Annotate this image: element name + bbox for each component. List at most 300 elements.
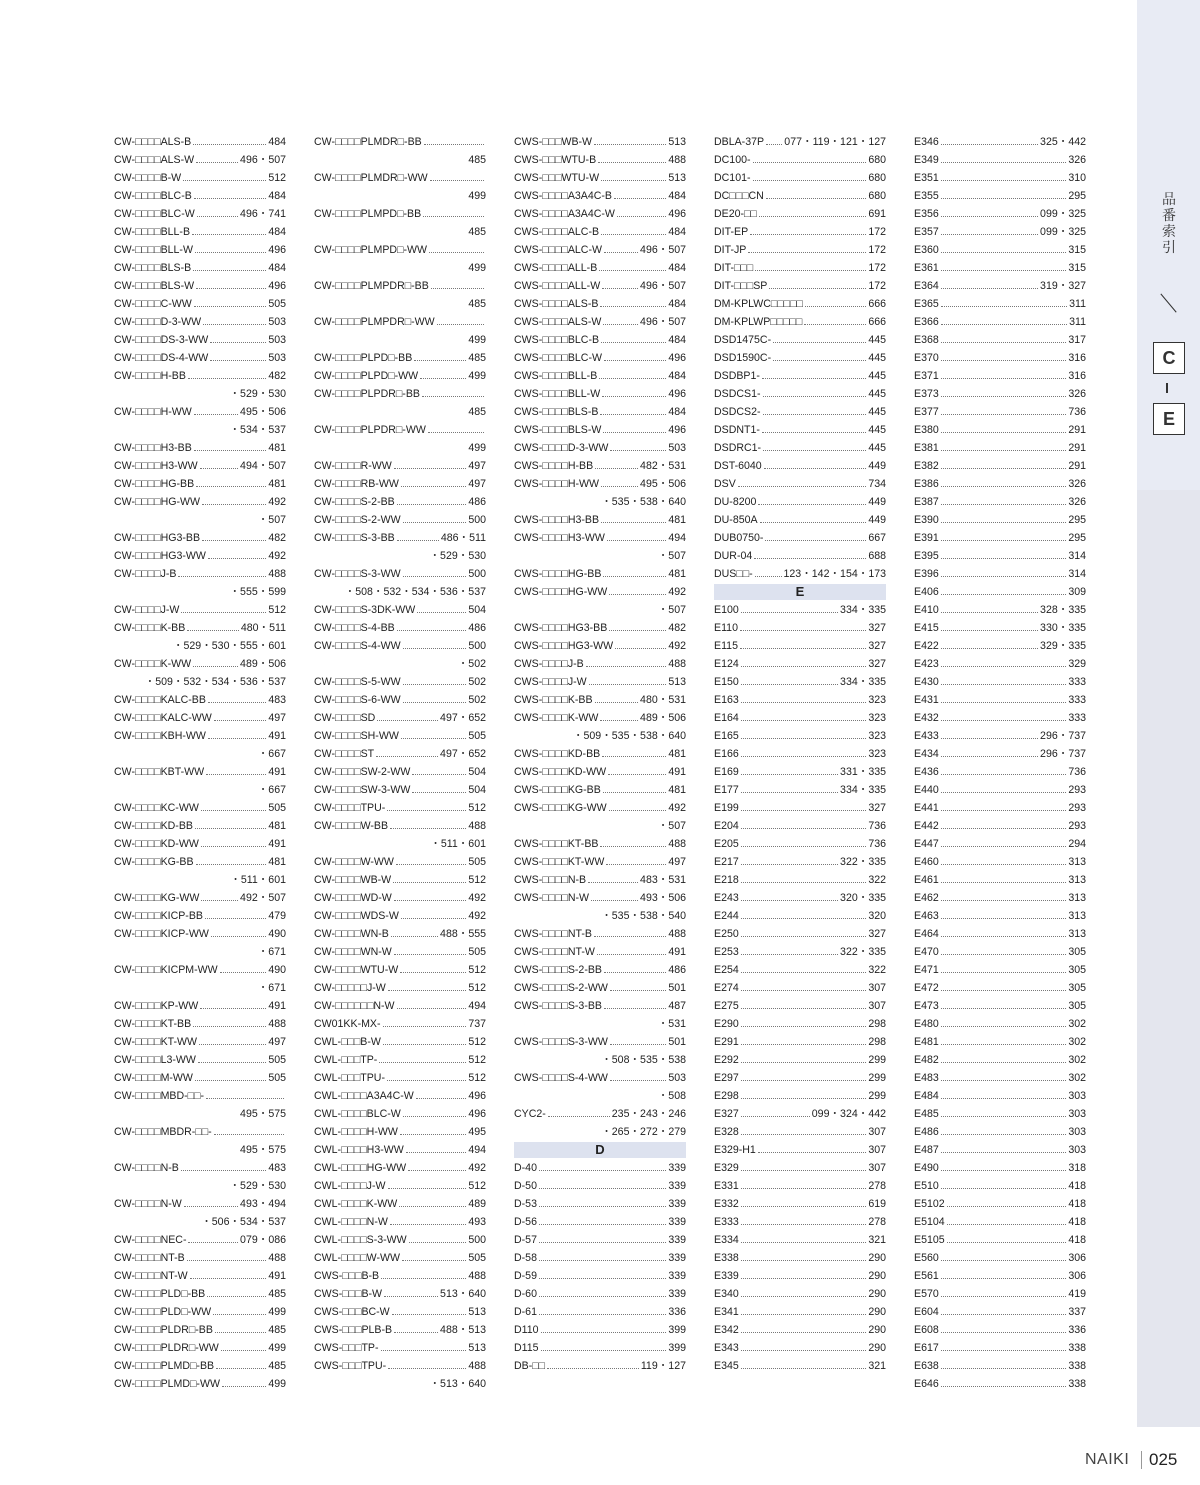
page-refs: 315 [1068,262,1086,274]
index-entry [314,313,486,331]
dot-leader [941,144,1038,145]
dot-leader [759,216,866,217]
part-number: CW-□□□□WTU-W [314,964,399,976]
index-continuation [114,1177,286,1195]
part-number: E433 [914,730,939,742]
index-entry [514,529,686,547]
dot-leader [193,144,266,145]
page-refs: ・529・530 [429,550,486,562]
index-entry [514,1213,686,1231]
index-entry [714,817,886,835]
page-refs: ・513・640 [429,1378,486,1390]
index-entry [114,439,286,457]
dot-leader [941,1134,1067,1135]
part-number: E381 [914,442,939,454]
part-number: CW-□□□□KBT-WW [114,766,205,778]
dot-leader [763,450,866,451]
dot-leader [741,1368,867,1369]
part-number: CW-□□□□PLD□-WW [114,1306,212,1318]
index-entry [714,997,886,1015]
part-number: CW-□□□□KICP-BB [114,910,203,922]
dot-leader [394,1332,438,1333]
dot-leader [547,1368,639,1369]
part-number: CWL-□□□□J-W [314,1180,386,1192]
index-entry [914,259,1086,277]
page-refs: 315 [1068,244,1086,256]
index-continuation [314,439,486,457]
page-refs: 303 [1068,1144,1086,1156]
part-number: E461 [914,874,939,886]
dot-leader [741,990,867,991]
page-refs: 485 [268,1360,286,1372]
part-number: E163 [714,694,739,706]
page-refs: 513・640 [440,1288,486,1300]
page-refs: 399 [668,1342,686,1354]
part-number: CW-□□□□PLMD□-WW [114,1378,220,1390]
index-entry [114,277,286,295]
dot-leader [941,1260,1067,1261]
page-refs: 336 [1068,1324,1086,1336]
index-entry [514,187,686,205]
page-refs: 512 [468,1054,486,1066]
dot-leader [594,144,666,145]
page-refs: 737 [468,1018,486,1030]
part-number: CWS-□□□□NT-B [514,928,592,940]
index-entry [314,169,486,187]
part-number: CW-□□□□KALC-WW [114,712,212,724]
dot-leader [941,324,1067,325]
part-number: DUR-04 [714,550,753,562]
part-number: CW-□□□□HG3-BB [114,532,201,544]
index-continuation [514,1087,686,1105]
part-number: CW-□□□□W-BB [314,820,389,832]
dot-leader [222,1386,266,1387]
page-refs: 734 [868,478,886,490]
footer-brand: NAIKI [1085,1451,1130,1468]
page-refs: 496 [668,424,686,436]
index-entry [314,205,486,223]
part-number: CWS-□□□B-B [314,1270,380,1282]
dot-leader [609,594,666,595]
page-refs: 290 [868,1252,886,1264]
index-continuation [514,1123,686,1141]
index-entry [514,835,686,853]
index-continuation [314,1375,486,1393]
dot-leader [741,954,838,955]
index-entry [514,1033,686,1051]
part-number: E250 [714,928,739,940]
dot-leader [400,972,466,973]
index-entry [714,331,886,349]
index-entry [514,619,686,637]
page-refs: 278 [868,1180,886,1192]
part-number: CWS-□□□□A3A4C-W [514,208,615,220]
index-entry [714,475,886,493]
page-refs: 494 [468,1000,486,1012]
dot-leader [750,234,866,235]
index-entry [914,835,1086,853]
page-refs: 298 [868,1036,886,1048]
part-number: D-57 [514,1234,537,1246]
part-number: DC100- [714,154,751,166]
index-continuation [114,781,286,799]
index-entry [914,385,1086,403]
page-refs: 302 [1068,1072,1086,1084]
page-refs: 306 [1068,1252,1086,1264]
part-number: E275 [714,1000,739,1012]
dot-leader [200,468,238,469]
dot-leader [393,882,466,883]
dot-leader [941,1062,1067,1063]
index-entry [114,1087,286,1105]
index-entry [514,943,686,961]
index-entry [314,457,486,475]
index-entry [114,763,286,781]
page-refs: 314 [1068,550,1086,562]
page-refs: ・506・534・537 [201,1216,286,1228]
part-number: E243 [714,892,739,904]
dot-leader [202,540,266,541]
dot-leader [206,774,266,775]
part-number: CWL-□□□B-W [314,1036,381,1048]
index-entry [514,457,686,475]
part-number: DUS□□- [714,568,753,580]
part-number: CW-□□□□B-W [114,172,182,184]
dot-leader [595,702,638,703]
index-continuation [514,817,686,835]
part-number: E447 [914,838,939,850]
dot-leader [539,1224,666,1225]
part-number: CW-□□□□□J-W [314,982,386,994]
dot-leader [401,486,466,487]
part-number: E331 [714,1180,739,1192]
index-entry [914,709,1086,727]
index-entry [114,205,286,223]
index-entry [914,367,1086,385]
dot-leader [193,270,266,271]
page-refs: 488 [668,838,686,850]
page-refs: 484 [668,298,686,310]
index-column-3 [514,133,686,1375]
index-entry [714,1231,886,1249]
part-number: D-59 [514,1270,537,1282]
index-entry [514,151,686,169]
part-number: CWS-□□□□S-2-BB [514,964,602,976]
dot-leader [181,612,266,613]
index-entry [714,511,886,529]
part-number: CWS-□□□□HG3-WW [514,640,614,652]
part-number: CW-□□□□S-3-BB [314,532,395,544]
index-entry [714,421,886,439]
page-refs: 339 [668,1198,686,1210]
page-refs: 314 [1068,568,1086,580]
dot-leader [208,738,266,739]
index-entry [314,1105,486,1123]
part-number: CW-□□□□WDS-W [314,910,399,922]
index-entry [314,1285,486,1303]
page-refs: 322 [868,874,886,886]
page-refs: 299 [868,1072,886,1084]
part-number: E423 [914,658,939,670]
page-refs: 323 [868,694,886,706]
page-refs: 493 [468,1216,486,1228]
part-number: D115 [514,1342,539,1354]
index-entry [714,1069,886,1087]
page-refs: 492・507 [240,892,286,904]
page-refs: 445 [868,406,886,418]
part-number: DIT-□□□SP [714,280,768,292]
part-number: E5102 [914,1198,945,1210]
page-refs: 512 [468,964,486,976]
index-entry [714,259,886,277]
dot-leader [601,486,638,487]
dot-leader [610,1044,666,1045]
dot-leader [804,324,866,325]
index-entry [914,817,1086,835]
index-entry [514,205,686,223]
index-entry [714,457,886,475]
part-number: E442 [914,820,939,832]
part-number: CWS-□□□TPU- [314,1360,387,1372]
dot-leader [754,558,866,559]
index-entry [714,295,886,313]
part-number: D-40 [514,1162,537,1174]
part-number: DSD1475C- [714,334,772,346]
part-number: DSDCS2- [714,406,761,418]
dot-leader [609,810,667,811]
index-entry [114,1051,286,1069]
part-number: CW-□□□□TPU- [314,802,386,814]
index-entry [314,781,486,799]
index-entry [514,1339,686,1357]
index-entry [914,763,1086,781]
part-number: CW-□□□□BLS-B [114,262,192,274]
dot-leader [195,1080,266,1081]
page-refs: 489・506 [640,712,686,724]
index-entry [114,475,286,493]
dot-leader [196,486,266,487]
part-number: E470 [914,946,939,958]
page-refs: 291 [1068,442,1086,454]
dot-leader [586,666,667,667]
part-number: E253 [714,946,739,958]
page-refs: 291 [1068,424,1086,436]
dot-leader [941,414,1067,415]
dot-leader [741,810,867,811]
index-entry [914,961,1086,979]
dot-leader [193,1026,266,1027]
part-number: E292 [714,1054,739,1066]
dot-leader [416,1098,467,1099]
dot-leader [941,954,1067,955]
page-refs: 513 [668,172,686,184]
index-entry [514,565,686,583]
page-refs: 295 [1068,190,1086,202]
page-refs: 481 [668,784,686,796]
part-number: E391 [914,532,939,544]
page-refs: 339 [668,1270,686,1282]
index-continuation [114,583,286,601]
dot-leader [941,522,1067,523]
part-number: E351 [914,172,939,184]
index-entry [914,1177,1086,1195]
dot-leader [377,720,438,721]
part-number: E472 [914,982,939,994]
index-entry [314,799,486,817]
dot-leader [599,270,666,271]
dot-leader [741,666,867,667]
dot-leader [941,1080,1067,1081]
part-number: CWS-□□□□KG-WW [514,802,607,814]
dot-leader [941,720,1067,721]
page-refs: 326 [1068,154,1086,166]
part-number: E360 [914,244,939,256]
index-entry [914,745,1086,763]
dot-leader [539,1314,666,1315]
part-number: E390 [914,514,939,526]
page-refs: 334・335 [840,604,886,616]
part-number: DE20-□□ [714,208,757,220]
index-entry [714,1285,886,1303]
page-refs: 484 [268,262,286,274]
dot-leader [753,162,867,163]
part-number: CWS-□□□□KT-BB [514,838,599,850]
dot-leader [600,306,666,307]
index-entry [114,241,286,259]
page-refs: 305 [1068,982,1086,994]
part-number: CW-□□□□R-WW [314,460,392,472]
dot-leader [397,1008,467,1009]
part-number: CW-□□□□KD-BB [114,820,193,832]
index-entry [514,439,686,457]
part-number: CW-□□□□WN-B [314,928,389,940]
page-refs: 492 [268,550,286,562]
part-number: CW-□□□□KC-WW [114,802,199,814]
index-entry [714,979,886,997]
page-refs: 327 [868,640,886,652]
dot-leader [941,378,1067,379]
index-entry [514,223,686,241]
index-entry [114,1231,286,1249]
page-refs: 328・335 [1040,604,1086,616]
dot-leader [428,432,484,433]
dot-leader [741,864,838,865]
page-refs: 302 [1068,1036,1086,1048]
index-entry [114,1303,286,1321]
page-refs: 327 [868,622,886,634]
index-entry [314,925,486,943]
index-entry [114,1267,286,1285]
page-refs: 502 [468,676,486,688]
index-entry [314,511,486,529]
page-refs: 505 [468,946,486,958]
part-number: CWS-□□□□BLS-W [514,424,602,436]
page-refs: 322・335 [840,856,886,868]
part-number: E486 [914,1126,939,1138]
part-number: CW-□□□□S-4-BB [314,622,395,634]
page-refs: 496 [668,208,686,220]
dot-leader [762,432,866,433]
index-entry [714,925,886,943]
part-number: CWS-□□□□ALS-B [514,298,599,310]
dot-leader [188,378,266,379]
page-refs: 333 [1068,694,1086,706]
page-refs: 326 [1068,388,1086,400]
dot-leader [805,306,866,307]
part-number: CWL-□□□□BLC-W [314,1108,401,1120]
part-number: CW-□□□□L3-WW [114,1054,196,1066]
index-entry [914,943,1086,961]
dot-leader [205,918,266,919]
index-entry [514,241,686,259]
page-refs: 491 [268,730,286,742]
page-refs: 099・324・442 [811,1108,886,1120]
page-refs: 480・511 [240,622,286,634]
dot-leader [941,1026,1067,1027]
dot-leader [941,1170,1067,1171]
index-entry [714,853,886,871]
dot-leader [941,810,1067,811]
part-number: E338 [714,1252,739,1264]
index-entry [714,709,886,727]
part-number: CW-□□□□KICP-WW [114,928,209,940]
index-entry [914,1357,1086,1375]
index-entry [114,1033,286,1051]
dot-leader [429,252,484,253]
dot-leader [595,468,638,469]
dot-leader [741,972,867,973]
page-refs: 482 [268,532,286,544]
page-refs: 449 [868,514,886,526]
index-entry [114,349,286,367]
dot-leader [539,1170,666,1171]
part-number: E386 [914,478,939,490]
index-entry [514,1285,686,1303]
dot-leader [397,504,467,505]
part-number: CW-□□□□HG-BB [114,478,195,490]
part-number: E415 [914,622,939,634]
page-refs: 290 [868,1288,886,1300]
dot-leader [941,612,1038,613]
part-number: CW-□□□□SH-WW [314,730,399,742]
dot-leader [941,306,1067,307]
index-entry [714,1033,886,1051]
dot-leader [192,234,266,235]
dot-leader [603,792,667,793]
dot-leader [399,1206,466,1207]
page-refs: 339 [668,1162,686,1174]
dot-leader [196,162,238,163]
index-entry [714,1195,886,1213]
part-number: CWS-□□□□BLL-B [514,370,598,382]
dot-leader [741,1098,867,1099]
part-number: CW-□□□□PLPD□-BB [314,352,413,364]
part-number: CWS-□□□BC-W [314,1306,390,1318]
index-entry [114,547,286,565]
page-refs: 290 [868,1306,886,1318]
page-refs: 339 [668,1216,686,1228]
page-refs: 481 [268,820,286,832]
index-entry [914,277,1086,295]
page-refs: ・507 [657,550,686,562]
page-refs: ・534・537 [229,424,286,436]
dot-leader [391,936,438,937]
index-entry [914,601,1086,619]
part-number: DSV [714,478,736,490]
dot-leader [741,1206,867,1207]
index-entry [914,403,1086,421]
dot-leader [402,1260,466,1261]
